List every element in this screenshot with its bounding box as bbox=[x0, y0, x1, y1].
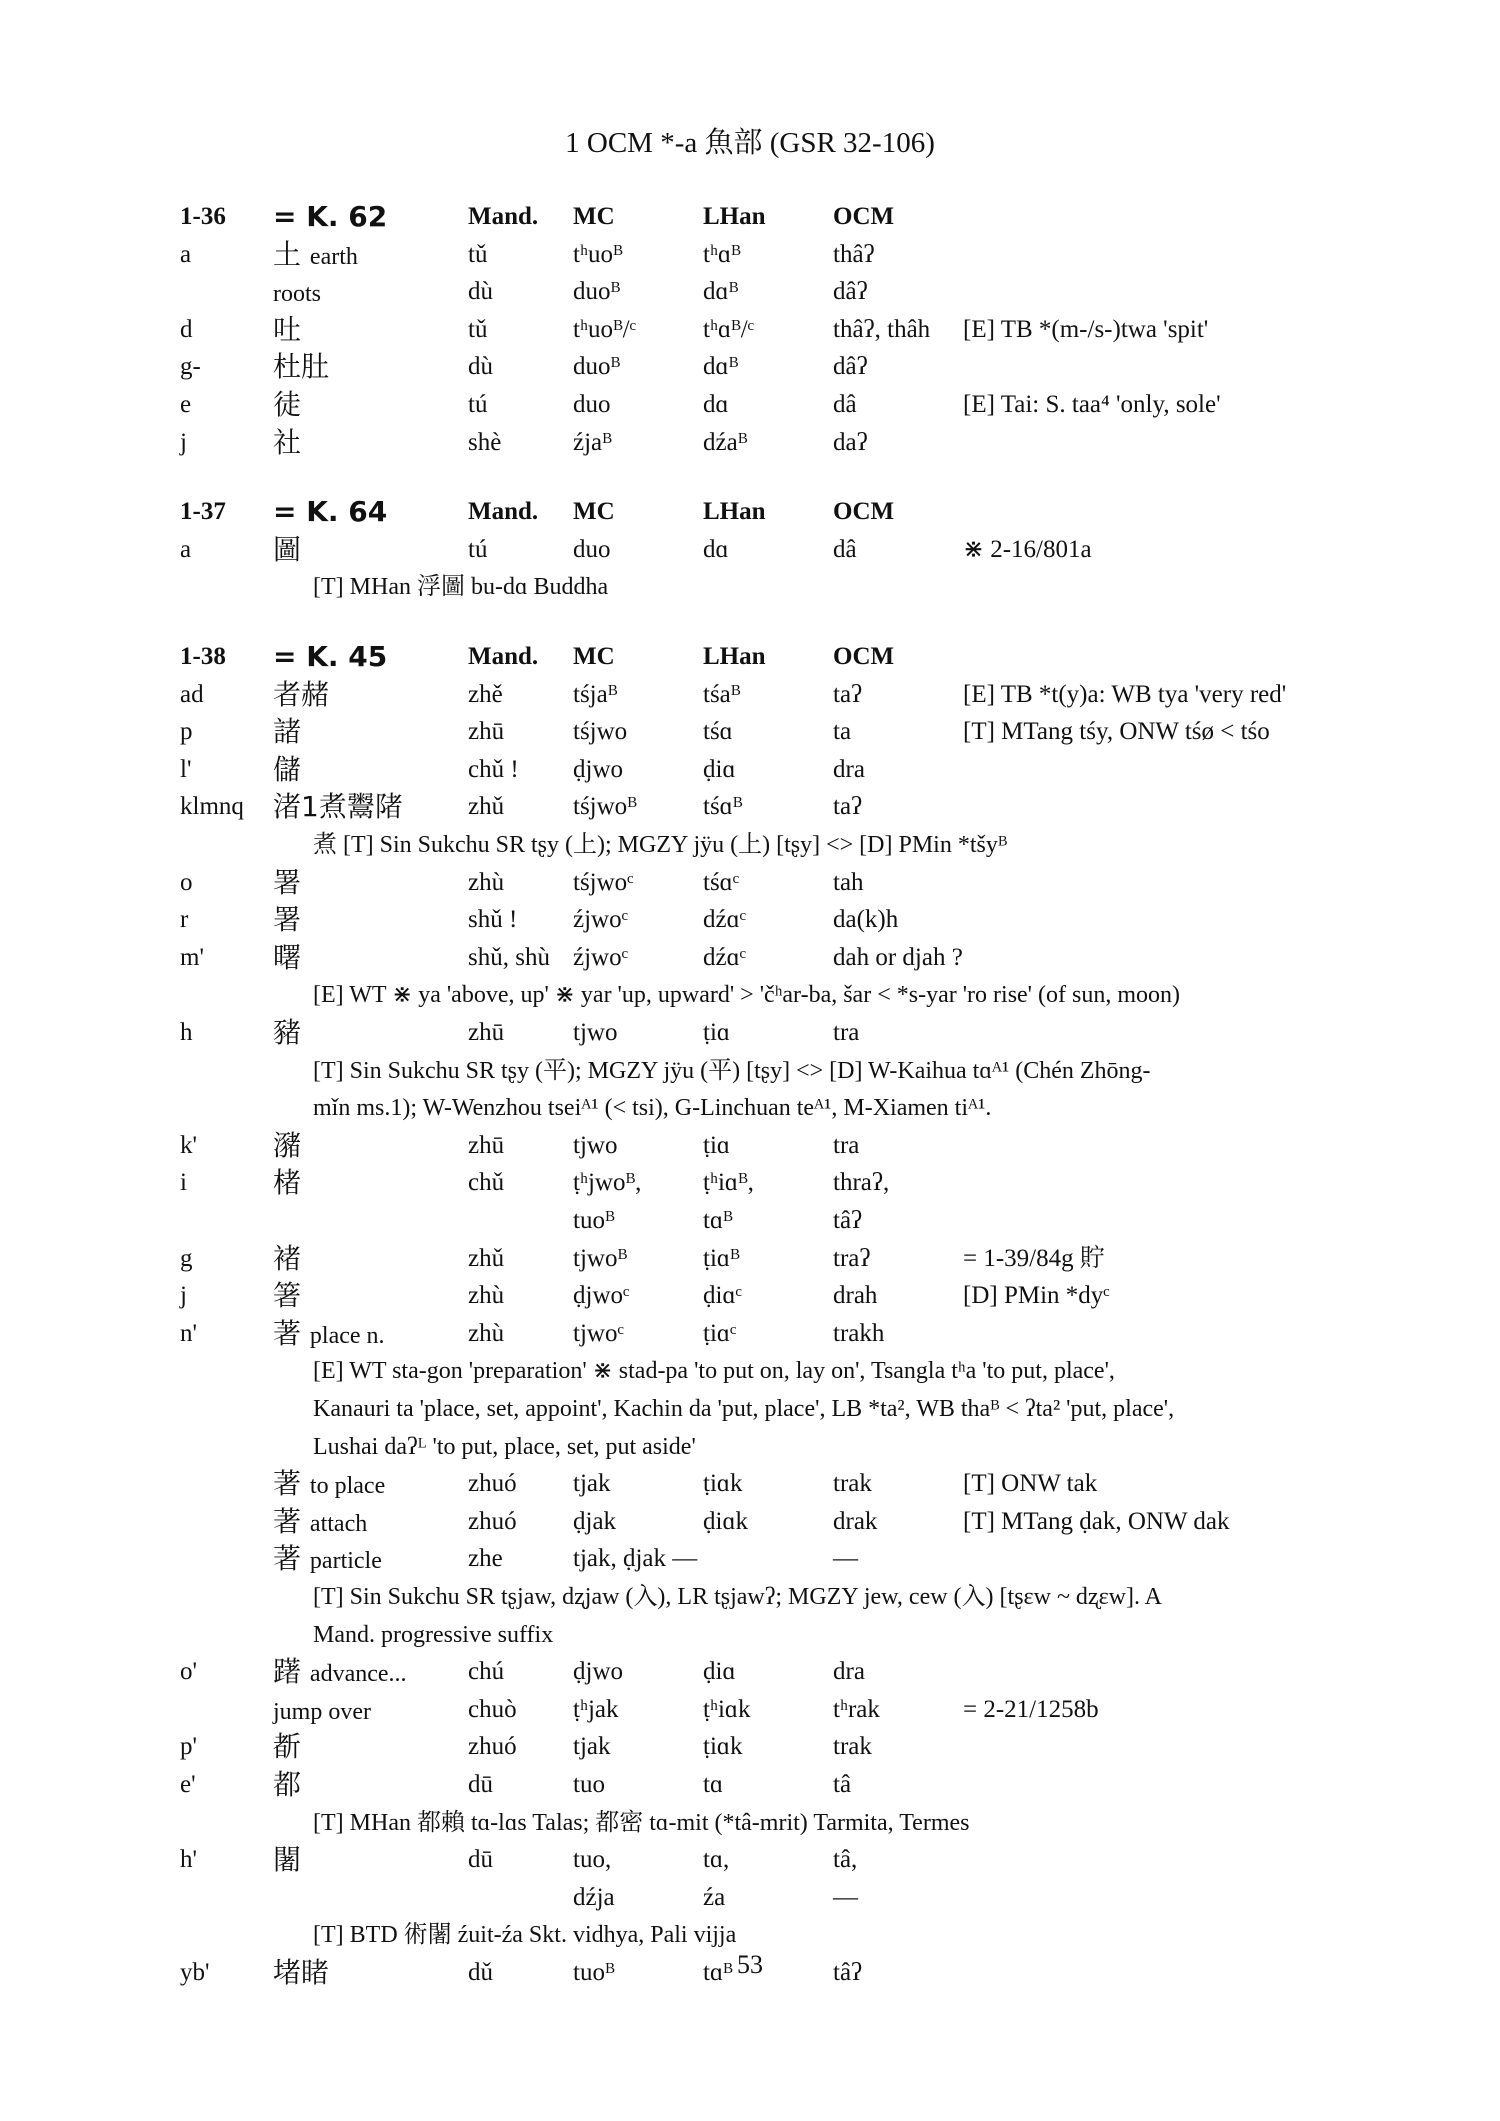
mandarin: zhū bbox=[468, 1019, 505, 1046]
mandarin: zhuó bbox=[468, 1470, 517, 1497]
middle-chinese: tjwoᶜ bbox=[573, 1320, 624, 1347]
note-line bbox=[0, 1352, 1500, 1390]
entry-id: j bbox=[180, 1282, 187, 1309]
old-chinese: dra bbox=[833, 756, 865, 783]
note-text: [T] Sin Sukchu SR tʂy (平); MGZY jÿu (平) [tʂy] <> [D] W-Kaihua tɑᴬ¹ (Chén Zhōng- bbox=[313, 1058, 1151, 1084]
entry-id: e bbox=[180, 391, 192, 418]
gloss: particle bbox=[309, 1548, 382, 1574]
entry-id: g- bbox=[180, 353, 201, 380]
old-chinese: thraʔ, bbox=[833, 1169, 890, 1196]
entry-row bbox=[0, 788, 1500, 826]
gloss: earth bbox=[309, 244, 358, 270]
character bbox=[273, 348, 329, 386]
entry-id: d bbox=[180, 316, 193, 343]
mandarin: chǔ bbox=[468, 1169, 505, 1196]
entry-note: [T] MTang ḍak, ONW dak bbox=[963, 1508, 1230, 1535]
entry-id: a bbox=[180, 536, 192, 563]
note-text: Mand. progressive suffix bbox=[313, 1622, 554, 1648]
mandarin: Mand. bbox=[468, 203, 539, 230]
old-chinese: daʔ bbox=[833, 429, 868, 456]
character-text: = K. 62 bbox=[273, 200, 388, 233]
character bbox=[273, 1277, 301, 1315]
middle-chinese: duo bbox=[573, 391, 611, 418]
character bbox=[273, 1465, 385, 1505]
gloss: to place bbox=[309, 1473, 386, 1499]
character bbox=[273, 386, 301, 424]
note-line bbox=[0, 1616, 1500, 1654]
old-chinese: dâ bbox=[833, 391, 857, 418]
middle-chinese: dźja bbox=[573, 1884, 615, 1911]
entry-id: i bbox=[180, 1169, 187, 1196]
later-han: ṭʰiɑᴮ, bbox=[703, 1169, 754, 1196]
character-text: 斱 bbox=[273, 1730, 302, 1763]
old-chinese: tâ bbox=[833, 1771, 852, 1798]
entry-row bbox=[0, 311, 1500, 349]
mandarin: zhǔ bbox=[468, 793, 505, 820]
note-text: mǐn ms.1); W-Wenzhou tseiᴬ¹ (< tsi), G-Linchuan teᴬ¹, M-Xiamen tiᴬ¹. bbox=[313, 1095, 992, 1121]
mandarin: zhù bbox=[468, 1282, 505, 1309]
note-line bbox=[0, 1390, 1500, 1428]
character-text: 豬 bbox=[273, 1016, 302, 1049]
entry-row bbox=[0, 1691, 1500, 1729]
entry-row bbox=[0, 1540, 1500, 1578]
gloss: advance... bbox=[309, 1661, 407, 1687]
mandarin: zhuó bbox=[468, 1508, 517, 1535]
later-han: dɑᴮ bbox=[703, 278, 739, 305]
old-chinese: taʔ bbox=[833, 681, 863, 708]
later-han: ḍiɑk bbox=[703, 1508, 749, 1535]
character bbox=[273, 1164, 301, 1202]
entry-row bbox=[0, 236, 1500, 274]
middle-chinese: tśjwo bbox=[573, 718, 628, 745]
entry-row bbox=[0, 531, 1500, 569]
middle-chinese: MC bbox=[573, 498, 615, 525]
middle-chinese: ḍjwo bbox=[573, 756, 623, 783]
later-han: dźɑᶜ bbox=[703, 944, 747, 971]
entry-row bbox=[0, 1728, 1500, 1766]
old-chinese: thâʔ bbox=[833, 241, 875, 268]
later-han: ḍiɑᶜ bbox=[703, 1282, 742, 1309]
mandarin: dǔ bbox=[468, 1959, 493, 1986]
mandarin: dū bbox=[468, 1846, 493, 1873]
entry-note: [E] Tai: S. taa⁴ 'only, sole' bbox=[963, 391, 1221, 418]
entry-id: n' bbox=[180, 1320, 198, 1347]
entry-id: k' bbox=[180, 1132, 198, 1159]
note-text: [T] MHan 都賴 tɑ-lɑs Talas; 都密 tɑ-mit (*tâ-mrit) Tarmita, Termes bbox=[313, 1810, 970, 1836]
later-han: ṭiɑ bbox=[703, 1019, 730, 1046]
mandarin: dū bbox=[468, 1771, 493, 1798]
entry-row bbox=[0, 864, 1500, 902]
character-text: 署 bbox=[273, 903, 302, 936]
character bbox=[273, 901, 301, 939]
entry-row bbox=[0, 273, 1500, 311]
later-han: dɑ bbox=[703, 391, 729, 418]
mandarin: Mand. bbox=[468, 643, 539, 670]
entry-note: [E] TB *(m-/s-)twa 'spit' bbox=[963, 316, 1209, 343]
old-chinese: dah or djah ? bbox=[833, 944, 963, 971]
old-chinese: tâʔ bbox=[833, 1959, 863, 1986]
old-chinese: tra bbox=[833, 1132, 860, 1159]
middle-chinese: tuo, bbox=[573, 1846, 612, 1873]
page-title: 1 OCM *-a 魚部 (GSR 32-106) bbox=[565, 127, 935, 159]
old-chinese: tah bbox=[833, 869, 864, 896]
old-chinese: dra bbox=[833, 1658, 865, 1685]
middle-chinese: tʰuoᴮ/ᶜ bbox=[573, 316, 636, 343]
later-han: tśɑ bbox=[703, 718, 733, 745]
character bbox=[273, 1766, 301, 1804]
old-chinese: tâ, bbox=[833, 1846, 858, 1873]
later-han: ṭiɑk bbox=[703, 1733, 743, 1760]
mandarin: dù bbox=[468, 278, 493, 305]
entry-row bbox=[0, 1240, 1500, 1278]
entry-id: a bbox=[180, 241, 192, 268]
entry-note: = 2-21/1258b bbox=[963, 1696, 1099, 1723]
entry-row bbox=[0, 386, 1500, 424]
later-han: dɑᴮ bbox=[703, 353, 739, 380]
old-chinese: trakh bbox=[833, 1320, 885, 1347]
entry-note: [E] TB *t(y)a: WB tya 'very red' bbox=[963, 681, 1287, 708]
middle-chinese: tśjaᴮ bbox=[573, 681, 618, 708]
entry-id: h' bbox=[180, 1846, 198, 1873]
later-han: dɑ bbox=[703, 536, 729, 563]
mandarin: Mand. bbox=[468, 498, 539, 525]
entry-id: 1-36 bbox=[180, 203, 226, 230]
old-chinese: thâʔ, thâh bbox=[833, 316, 931, 343]
middle-chinese: źjwoᶜ bbox=[573, 906, 628, 933]
gloss: place n. bbox=[309, 1323, 385, 1349]
note-line bbox=[0, 568, 1500, 606]
middle-chinese: tuoᴮ bbox=[573, 1959, 615, 1986]
character bbox=[273, 1841, 301, 1879]
character-text: 箸 bbox=[273, 1279, 302, 1312]
old-chinese: tʰrak bbox=[833, 1696, 880, 1723]
middle-chinese: duoᴮ bbox=[573, 353, 621, 380]
character bbox=[273, 273, 321, 313]
character-text: 著 bbox=[273, 1505, 302, 1538]
character bbox=[273, 493, 387, 531]
middle-chinese: tuoᴮ bbox=[573, 1207, 615, 1234]
entry-note: [T] MTang tśy, ONW tśø < tśo bbox=[963, 718, 1270, 745]
old-chinese: tâʔ bbox=[833, 1207, 863, 1234]
later-han: ṭiɑᶜ bbox=[703, 1320, 737, 1347]
middle-chinese: ḍjwoᶜ bbox=[573, 1282, 630, 1309]
note-line bbox=[0, 976, 1500, 1014]
old-chinese: drah bbox=[833, 1282, 878, 1309]
later-han: LHan bbox=[703, 498, 766, 525]
old-chinese: OCM bbox=[833, 643, 895, 670]
later-han: ḍiɑ bbox=[703, 756, 736, 783]
mandarin: zhǔ bbox=[468, 1245, 505, 1272]
later-han: ṭiɑk bbox=[703, 1470, 743, 1497]
note-line bbox=[0, 1052, 1500, 1090]
character-text: 渚1煮鬻陼 bbox=[273, 790, 403, 823]
character bbox=[273, 1653, 407, 1693]
page-number: 53 bbox=[737, 1950, 763, 1979]
character bbox=[273, 1728, 301, 1766]
entry-id: h bbox=[180, 1019, 193, 1046]
old-chinese: — bbox=[833, 1884, 858, 1911]
later-han: ṭiɑᴮ bbox=[703, 1245, 740, 1272]
middle-chinese: MC bbox=[573, 643, 615, 670]
entry-note: [T] ONW tak bbox=[963, 1470, 1098, 1497]
entry-note: = 1-39/84g 貯 bbox=[963, 1245, 1105, 1272]
old-chinese: dâʔ bbox=[833, 353, 868, 380]
old-chinese: dâʔ bbox=[833, 278, 868, 305]
character-text: 諸 bbox=[273, 715, 302, 748]
entry-row bbox=[0, 1879, 1500, 1917]
later-han: tʰɑᴮ bbox=[703, 241, 741, 268]
character bbox=[273, 788, 403, 826]
entry-row bbox=[0, 1315, 1500, 1353]
mandarin: tú bbox=[468, 391, 488, 418]
middle-chinese: tjwo bbox=[573, 1132, 618, 1159]
entry-id: j bbox=[180, 429, 187, 456]
middle-chinese: tjwoᴮ bbox=[573, 1245, 628, 1272]
character bbox=[273, 198, 387, 236]
note-line bbox=[0, 1804, 1500, 1842]
mandarin: zhuó bbox=[468, 1733, 517, 1760]
character-text: 徒 bbox=[273, 388, 302, 421]
entry-id: g bbox=[180, 1245, 193, 1272]
note-text: [T] Sin Sukchu SR tʂjaw, dʐjaw (入), LR tʂjawʔ; MGZY jew, cew (入) [tʂɛw ~ dʐɛw]. A bbox=[313, 1584, 1162, 1610]
character-text: 土 bbox=[273, 238, 302, 271]
entry-row bbox=[0, 901, 1500, 939]
old-chinese: taʔ bbox=[833, 793, 863, 820]
character-text: 圖 bbox=[273, 533, 302, 566]
middle-chinese: tʰuoᴮ bbox=[573, 241, 623, 268]
entry-id: o bbox=[180, 869, 193, 896]
entry-row bbox=[0, 1277, 1500, 1315]
middle-chinese: źjaᴮ bbox=[573, 429, 612, 456]
character-text: = K. 45 bbox=[273, 640, 388, 673]
middle-chinese: tuo bbox=[573, 1771, 605, 1798]
middle-chinese: tjak bbox=[573, 1733, 611, 1760]
old-chinese: trak bbox=[833, 1733, 872, 1760]
old-chinese: trak bbox=[833, 1470, 872, 1497]
note-text: [T] BTD 術闍 źuit-źa Skt. vidhya, Pali vijja bbox=[313, 1922, 737, 1948]
entry-row bbox=[0, 676, 1500, 714]
entry-id: p' bbox=[180, 1733, 198, 1760]
later-han: tśɑᶜ bbox=[703, 869, 740, 896]
character-text: 楮 bbox=[273, 1166, 302, 1199]
middle-chinese: tjak bbox=[573, 1470, 611, 1497]
mandarin: zhě bbox=[468, 681, 503, 708]
later-han: tśaᴮ bbox=[703, 681, 741, 708]
gloss: attach bbox=[309, 1511, 368, 1537]
middle-chinese: tśjwoᴮ bbox=[573, 793, 637, 820]
character bbox=[273, 1503, 367, 1543]
mandarin: tú bbox=[468, 536, 488, 563]
later-han: tɑ bbox=[703, 1771, 724, 1798]
character bbox=[273, 424, 301, 462]
old-chinese: dâ bbox=[833, 536, 857, 563]
entry-row bbox=[0, 1202, 1500, 1240]
old-chinese: — bbox=[833, 1545, 858, 1572]
character bbox=[273, 751, 301, 789]
middle-chinese: duoᴮ bbox=[573, 278, 621, 305]
middle-chinese: źjwoᶜ bbox=[573, 944, 628, 971]
character bbox=[273, 236, 358, 276]
character bbox=[273, 311, 301, 349]
mandarin: dù bbox=[468, 353, 493, 380]
later-han: LHan bbox=[703, 203, 766, 230]
entry-row bbox=[0, 424, 1500, 462]
character bbox=[273, 1127, 301, 1165]
later-han: tɑᴮ bbox=[703, 1207, 733, 1234]
character bbox=[273, 1240, 301, 1278]
character bbox=[273, 1691, 371, 1731]
character-text: 儲 bbox=[273, 753, 302, 786]
character-text: 都 bbox=[273, 1768, 302, 1801]
old-chinese: tra bbox=[833, 1019, 860, 1046]
character-text: 躇 bbox=[273, 1655, 302, 1688]
character-text: 著 bbox=[273, 1467, 302, 1500]
note-line bbox=[0, 1916, 1500, 1954]
mandarin: shǔ ! bbox=[468, 906, 518, 933]
entry-id: o' bbox=[180, 1658, 198, 1685]
later-han: tʰɑᴮ/ᶜ bbox=[703, 316, 755, 343]
entry-id: 1-37 bbox=[180, 498, 226, 525]
entry-row bbox=[0, 1465, 1500, 1503]
mandarin: zhe bbox=[468, 1545, 503, 1572]
old-chinese: traʔ bbox=[833, 1245, 871, 1272]
entry-note: ⋇ 2-16/801a bbox=[963, 536, 1092, 563]
mandarin: shǔ, shù bbox=[468, 944, 550, 971]
mandarin: tǔ bbox=[468, 316, 488, 343]
entry-id: m' bbox=[180, 944, 204, 971]
mandarin: zhū bbox=[468, 1132, 505, 1159]
character-text: 褚 bbox=[273, 1242, 302, 1275]
later-han: tɑ, bbox=[703, 1846, 730, 1873]
mandarin: chuò bbox=[468, 1696, 517, 1723]
middle-chinese: ṭʰjwoᴮ, bbox=[573, 1169, 642, 1196]
note-line bbox=[0, 1089, 1500, 1127]
mandarin: zhù bbox=[468, 1320, 505, 1347]
character-text: 吐 bbox=[273, 313, 302, 346]
later-han: tśɑᴮ bbox=[703, 793, 743, 820]
character bbox=[273, 864, 301, 902]
section-header bbox=[0, 198, 1500, 236]
middle-chinese: tjak, ḍjak — bbox=[573, 1545, 698, 1572]
middle-chinese: duo bbox=[573, 536, 611, 563]
note-text: Kanauri ta 'place, set, appoint', Kachin da 'put, place', LB *ta², WB thaᴮ < ʔta² 'put, place', bbox=[313, 1396, 1175, 1422]
entry-row bbox=[0, 1841, 1500, 1879]
entry-row bbox=[0, 348, 1500, 386]
later-han: ḍiɑ bbox=[703, 1658, 736, 1685]
character-text: 瀦 bbox=[273, 1129, 302, 1162]
note-line bbox=[0, 1578, 1500, 1616]
entry-id: ad bbox=[180, 681, 204, 708]
entry-row bbox=[0, 1653, 1500, 1691]
character-text: 著 bbox=[273, 1317, 302, 1350]
entry-row bbox=[0, 1503, 1500, 1541]
character-text: 者赭 bbox=[273, 678, 330, 711]
later-han: ṭʰiɑk bbox=[703, 1696, 751, 1723]
entry-row bbox=[0, 1164, 1500, 1202]
note-text: Lushai daʔᴸ 'to put, place, set, put aside' bbox=[313, 1434, 696, 1460]
note-text: 煮 [T] Sin Sukchu SR tʂy (上); MGZY jÿu (上) [tʂy] <> [D] PMin *tšyᴮ bbox=[313, 832, 1008, 858]
character-text: 堵睹 bbox=[273, 1956, 330, 1989]
later-han: dźɑᶜ bbox=[703, 906, 747, 933]
character-text: 闍 bbox=[273, 1843, 302, 1876]
middle-chinese: ḍjwo bbox=[573, 1658, 623, 1685]
entry-row bbox=[0, 1127, 1500, 1165]
note-text: [T] MHan 浮圖 bu-dɑ Buddha bbox=[313, 574, 609, 600]
character-text: 杜肚 bbox=[273, 350, 330, 383]
character-text: 著 bbox=[273, 1542, 302, 1575]
character bbox=[273, 1315, 385, 1355]
character bbox=[273, 638, 387, 676]
character bbox=[273, 1540, 382, 1580]
mandarin: shè bbox=[468, 429, 502, 456]
mandarin: zhū bbox=[468, 718, 505, 745]
mandarin: tǔ bbox=[468, 241, 488, 268]
later-han: LHan bbox=[703, 643, 766, 670]
entry-note: [D] PMin *dyᶜ bbox=[963, 1282, 1110, 1309]
middle-chinese: ṭʰjak bbox=[573, 1696, 619, 1723]
entry-id: 1-38 bbox=[180, 643, 226, 670]
old-chinese: OCM bbox=[833, 498, 895, 525]
old-chinese: da(k)h bbox=[833, 906, 899, 933]
character-text: 社 bbox=[273, 426, 302, 459]
gloss: roots bbox=[273, 281, 321, 307]
later-han: dźaᴮ bbox=[703, 429, 748, 456]
note-line bbox=[0, 1428, 1500, 1466]
entry-id: r bbox=[180, 906, 189, 933]
later-han: ṭiɑ bbox=[703, 1132, 730, 1159]
note-text: [E] WT sta-gon 'preparation' ⋇ stad-pa 'to put on, lay on', Tsangla tʰa 'to put, place', bbox=[313, 1358, 1115, 1384]
entry-id: e' bbox=[180, 1771, 196, 1798]
middle-chinese: MC bbox=[573, 203, 615, 230]
entry-row bbox=[0, 1766, 1500, 1804]
character-text: 署 bbox=[273, 866, 302, 899]
entry-row bbox=[0, 751, 1500, 789]
mandarin: zhù bbox=[468, 869, 505, 896]
old-chinese: ta bbox=[833, 718, 852, 745]
character bbox=[273, 531, 301, 569]
character-text: 曙 bbox=[273, 941, 302, 974]
entry-row bbox=[0, 939, 1500, 977]
section-header bbox=[0, 493, 1500, 531]
mandarin: chú bbox=[468, 1658, 505, 1685]
character bbox=[273, 939, 301, 977]
later-han: źa bbox=[703, 1884, 726, 1911]
character bbox=[273, 713, 301, 751]
gloss: jump over bbox=[273, 1699, 371, 1725]
note-text: [E] WT ⋇ ya 'above, up' ⋇ yar 'up, upward' > 'čʰar-ba, šar < *s-yar 'ro rise' (of sun, moon) bbox=[313, 982, 1180, 1008]
mandarin: chǔ ! bbox=[468, 756, 519, 783]
character-text: = K. 64 bbox=[273, 495, 388, 528]
old-chinese: drak bbox=[833, 1508, 878, 1535]
character bbox=[273, 1014, 301, 1052]
middle-chinese: ḍjak bbox=[573, 1508, 617, 1535]
note-line bbox=[0, 826, 1500, 864]
entry-id: klmnq bbox=[180, 793, 244, 820]
old-chinese: OCM bbox=[833, 203, 895, 230]
later-han: tɑᴮ bbox=[703, 1959, 733, 1986]
section-header bbox=[0, 638, 1500, 676]
entry-id: yb' bbox=[180, 1959, 210, 1986]
entry-id: p bbox=[180, 718, 193, 745]
entry-row bbox=[0, 1014, 1500, 1052]
middle-chinese: tśjwoᶜ bbox=[573, 869, 634, 896]
character bbox=[273, 676, 329, 714]
middle-chinese: tjwo bbox=[573, 1019, 618, 1046]
entry-id: l' bbox=[180, 756, 192, 783]
entry-row bbox=[0, 713, 1500, 751]
